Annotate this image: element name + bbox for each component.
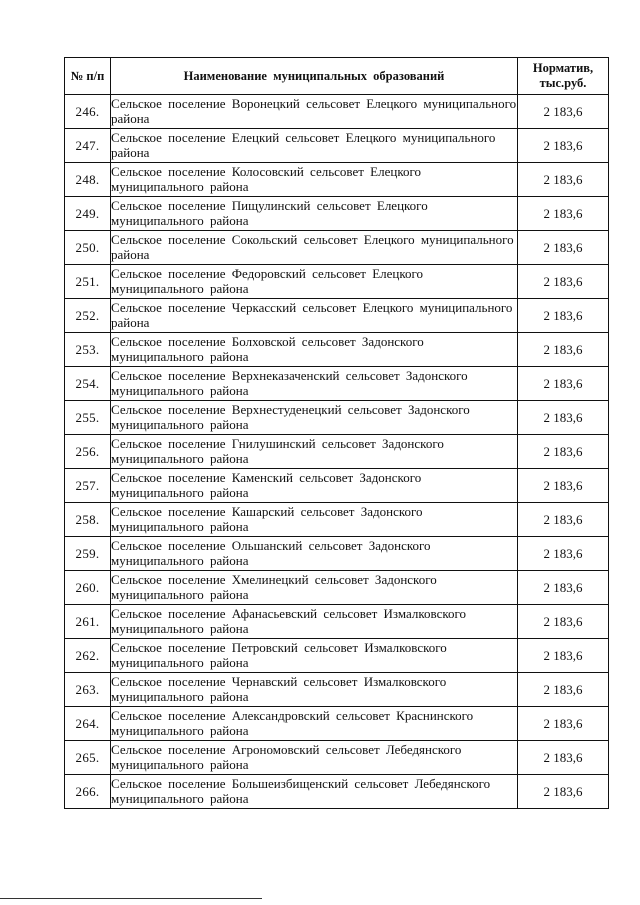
row-name: Сельское поселение Черкасский сельсовет Елецкого муниципального района bbox=[111, 299, 518, 333]
row-name: Сельское поселение Колосовский сельсовет Елецкого муниципального района bbox=[111, 163, 518, 197]
row-num: 247. bbox=[65, 129, 111, 163]
table-row bbox=[65, 639, 609, 673]
row-num: 249. bbox=[65, 197, 111, 231]
row-num: 264. bbox=[65, 707, 111, 741]
table-row bbox=[65, 129, 609, 163]
row-norm: 2 183,6 bbox=[518, 741, 609, 775]
table-body bbox=[65, 95, 609, 809]
row-norm: 2 183,6 bbox=[518, 333, 609, 367]
row-num: 250. bbox=[65, 231, 111, 265]
row-num: 266. bbox=[65, 775, 111, 809]
row-name: Сельское поселение Сокольский сельсовет Елецкого муниципального района bbox=[111, 231, 518, 265]
row-norm: 2 183,6 bbox=[518, 639, 609, 673]
row-norm: 2 183,6 bbox=[518, 537, 609, 571]
footnote-divider bbox=[0, 898, 262, 899]
row-name: Сельское поселение Агрономовский сельсовет Лебедянского муниципального района bbox=[111, 741, 518, 775]
row-name: Сельское поселение Федоровский сельсовет Елецкого муниципального района bbox=[111, 265, 518, 299]
table-row bbox=[65, 231, 609, 265]
row-num: 260. bbox=[65, 571, 111, 605]
table-row bbox=[65, 605, 609, 639]
row-num: 265. bbox=[65, 741, 111, 775]
table-row bbox=[65, 775, 609, 809]
row-name: Сельское поселение Ольшанский сельсовет Задонского муниципального района bbox=[111, 537, 518, 571]
row-name: Сельское поселение Болховской сельсовет Задонского муниципального района bbox=[111, 333, 518, 367]
table-row bbox=[65, 673, 609, 707]
row-name: Сельское поселение Александровский сельсовет Краснинского муниципального района bbox=[111, 707, 518, 741]
row-num: 255. bbox=[65, 401, 111, 435]
row-name: Сельское поселение Петровский сельсовет Измалковского муниципального района bbox=[111, 639, 518, 673]
table-row bbox=[65, 95, 609, 129]
row-norm: 2 183,6 bbox=[518, 367, 609, 401]
row-name: Сельское поселение Елецкий сельсовет Елецкого муниципального района bbox=[111, 129, 518, 163]
row-norm: 2 183,6 bbox=[518, 95, 609, 129]
table-header-row bbox=[65, 58, 609, 95]
header-norm: Норматив, тыс.руб. bbox=[518, 58, 609, 95]
row-norm: 2 183,6 bbox=[518, 435, 609, 469]
row-norm: 2 183,6 bbox=[518, 401, 609, 435]
row-norm: 2 183,6 bbox=[518, 197, 609, 231]
table-row bbox=[65, 265, 609, 299]
row-name: Сельское поселение Верхнеказаченский сельсовет Задонского муниципального района bbox=[111, 367, 518, 401]
row-num: 253. bbox=[65, 333, 111, 367]
row-name: Сельское поселение Афанасьевский сельсовет Измалковского муниципального района bbox=[111, 605, 518, 639]
row-name: Сельское поселение Пищулинский сельсовет Елецкого муниципального района bbox=[111, 197, 518, 231]
row-num: 261. bbox=[65, 605, 111, 639]
row-num: 254. bbox=[65, 367, 111, 401]
row-num: 263. bbox=[65, 673, 111, 707]
row-num: 262. bbox=[65, 639, 111, 673]
norms-table bbox=[64, 57, 609, 809]
table-row bbox=[65, 469, 609, 503]
row-norm: 2 183,6 bbox=[518, 707, 609, 741]
row-num: 248. bbox=[65, 163, 111, 197]
table-row bbox=[65, 367, 609, 401]
row-num: 246. bbox=[65, 95, 111, 129]
table-row bbox=[65, 537, 609, 571]
row-num: 259. bbox=[65, 537, 111, 571]
row-norm: 2 183,6 bbox=[518, 673, 609, 707]
table-row bbox=[65, 163, 609, 197]
row-name: Сельское поселение Гнилушинский сельсовет Задонского муниципального района bbox=[111, 435, 518, 469]
table-row bbox=[65, 571, 609, 605]
row-norm: 2 183,6 bbox=[518, 265, 609, 299]
row-norm: 2 183,6 bbox=[518, 503, 609, 537]
table-row bbox=[65, 299, 609, 333]
row-num: 251. bbox=[65, 265, 111, 299]
row-name: Сельское поселение Верхнестуденецкий сельсовет Задонского муниципального района bbox=[111, 401, 518, 435]
row-num: 258. bbox=[65, 503, 111, 537]
header-name: Наименование муниципальных образований bbox=[111, 58, 518, 95]
row-name: Сельское поселение Кашарский сельсовет Задонского муниципального района bbox=[111, 503, 518, 537]
header-num: № п/п bbox=[65, 58, 111, 95]
row-norm: 2 183,6 bbox=[518, 129, 609, 163]
table-row bbox=[65, 741, 609, 775]
row-norm: 2 183,6 bbox=[518, 231, 609, 265]
row-num: 256. bbox=[65, 435, 111, 469]
row-norm: 2 183,6 bbox=[518, 299, 609, 333]
row-num: 252. bbox=[65, 299, 111, 333]
row-norm: 2 183,6 bbox=[518, 571, 609, 605]
row-name: Сельское поселение Воронецкий сельсовет Елецкого муниципального района bbox=[111, 95, 518, 129]
table-row bbox=[65, 197, 609, 231]
row-norm: 2 183,6 bbox=[518, 605, 609, 639]
table-row bbox=[65, 333, 609, 367]
row-norm: 2 183,6 bbox=[518, 163, 609, 197]
table-row bbox=[65, 401, 609, 435]
row-num: 257. bbox=[65, 469, 111, 503]
row-name: Сельское поселение Каменский сельсовет Задонского муниципального района bbox=[111, 469, 518, 503]
table-row bbox=[65, 503, 609, 537]
row-name: Сельское поселение Хмелинецкий сельсовет Задонского муниципального района bbox=[111, 571, 518, 605]
row-norm: 2 183,6 bbox=[518, 775, 609, 809]
row-name: Сельское поселение Большеизбищенский сельсовет Лебедянского муниципального района bbox=[111, 775, 518, 809]
row-name: Сельское поселение Чернавский сельсовет Измалковского муниципального района bbox=[111, 673, 518, 707]
table-row bbox=[65, 707, 609, 741]
table-row bbox=[65, 435, 609, 469]
row-norm: 2 183,6 bbox=[518, 469, 609, 503]
